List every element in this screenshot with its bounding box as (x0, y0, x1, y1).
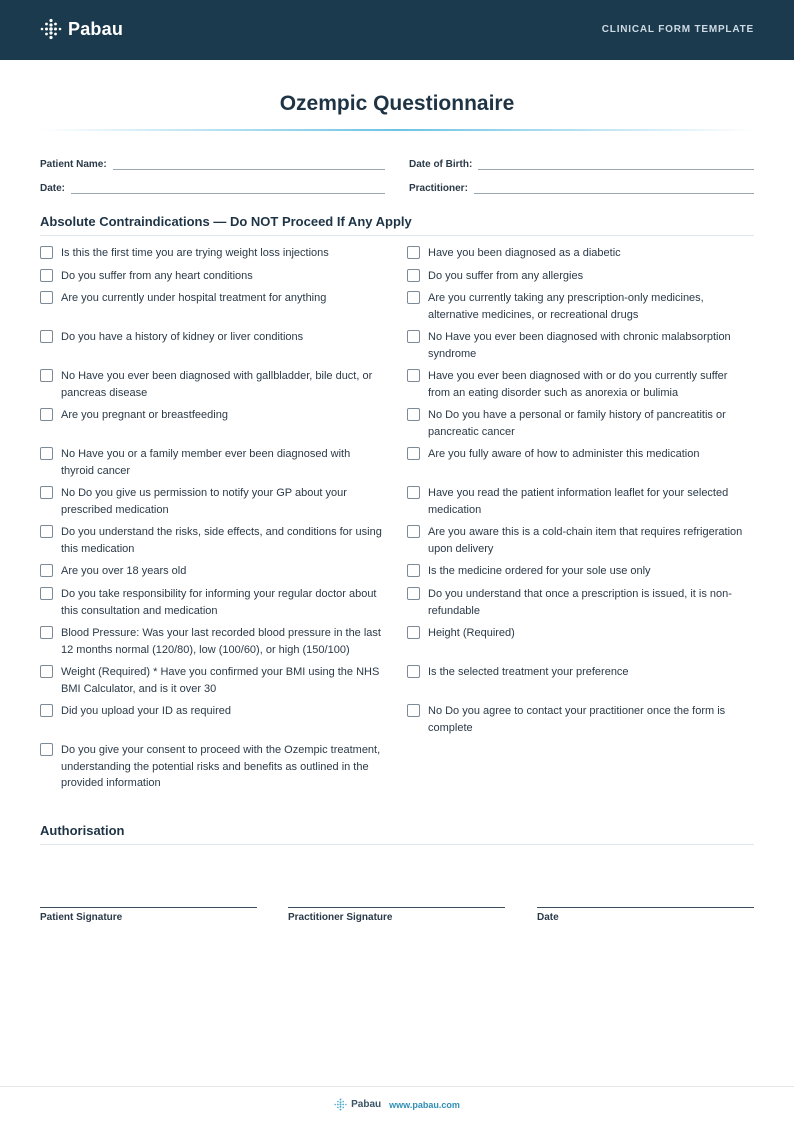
checklist-item[interactable] (40, 485, 385, 518)
checkbox[interactable] (40, 269, 53, 282)
patient-signature-line[interactable] (40, 907, 257, 908)
footer-url-link[interactable]: www.pabau.com (389, 1099, 460, 1110)
checklist-item[interactable] (40, 524, 385, 557)
patient-name-line[interactable] (113, 160, 385, 170)
checklist-item[interactable] (40, 290, 385, 307)
item-label: Are you currently under hospital treatment for anything (61, 292, 327, 304)
item-label: No Have you ever been diagnosed with chronic malabsorption syndrome (428, 331, 731, 360)
item-label: Do you suffer from any allergies (428, 270, 584, 282)
date-field[interactable] (40, 180, 385, 194)
item-label: Have you been diagnosed as a diabetic (428, 247, 621, 259)
checkbox[interactable] (40, 626, 53, 639)
item-label: Are you pregnant or breastfeeding (61, 409, 228, 421)
footer (0, 1098, 794, 1111)
checklist-item[interactable] (40, 446, 385, 479)
dob-field[interactable] (409, 156, 754, 170)
checklist-item[interactable] (40, 586, 385, 619)
checkbox[interactable] (40, 408, 53, 421)
checklist-item[interactable] (407, 664, 752, 681)
signature-date-label: Date (537, 912, 559, 923)
practitioner-label: Practitioner: (409, 183, 468, 194)
checkbox[interactable] (407, 369, 420, 382)
pabau-logo-icon (40, 18, 62, 40)
checkbox[interactable] (407, 564, 420, 577)
checklist-item[interactable] (407, 245, 752, 262)
item-label: Is the medicine ordered for your sole use only (428, 565, 651, 577)
checklist-item[interactable] (407, 586, 752, 619)
item-label: Have you ever been diagnosed with or do you currently suffer from an eating disorder such as anorexia or bulimia (428, 370, 728, 399)
checklist-item[interactable] (40, 742, 385, 792)
checkbox[interactable] (407, 408, 420, 421)
checklist-item[interactable] (40, 625, 385, 658)
footer-divider (0, 1086, 794, 1087)
checkbox[interactable] (40, 525, 53, 538)
checkbox[interactable] (40, 587, 53, 600)
checkbox[interactable] (407, 486, 420, 499)
contraindications-heading: Absolute Contraindications — Do NOT Proceed If Any Apply (40, 214, 754, 236)
checklist-item[interactable] (407, 524, 752, 557)
footer-brand: Pabau (351, 1099, 382, 1110)
signature-date-line[interactable] (537, 907, 754, 908)
checkbox[interactable] (407, 587, 420, 600)
item-label: Do you take responsibility for informing your regular doctor about this consultation and medication (61, 588, 377, 617)
title-divider (40, 129, 754, 131)
item-label: No Have you or a family member ever been diagnosed with thyroid cancer (61, 448, 351, 477)
item-label: Did you upload your ID as required (61, 705, 231, 717)
header-bar (0, 0, 794, 60)
item-label: Are you aware this is a cold-chain item that requires refrigeration upon delivery (428, 526, 743, 555)
item-label: Are you currently taking any prescription-only medicines, alternative medicines, or recreational drugs (428, 292, 704, 321)
checklist-item[interactable] (40, 268, 385, 285)
checklist-item[interactable] (407, 563, 752, 580)
checklist-item[interactable] (407, 407, 752, 440)
checklist-item[interactable] (40, 407, 385, 424)
checkbox[interactable] (40, 743, 53, 756)
checklist-item[interactable] (407, 329, 752, 362)
checkbox[interactable] (40, 447, 53, 460)
checkbox[interactable] (40, 246, 53, 259)
checklist-item[interactable] (40, 703, 385, 720)
checklist-item[interactable] (40, 563, 385, 580)
page-title: Ozempic Questionnaire (279, 92, 515, 115)
item-label: Do you give your consent to proceed with the Ozempic treatment, understanding the potential risks and benefits as outlined in the provided information (61, 744, 381, 789)
practitioner-signature-line[interactable] (288, 907, 505, 908)
checkbox[interactable] (407, 269, 420, 282)
item-label: Height (Required) (428, 627, 515, 639)
item-label: Blood Pressure: Was your last recorded blood pressure in the last 12 months normal (120/80), low (100/60), or high (150/100) (61, 627, 381, 656)
checkbox[interactable] (40, 704, 53, 717)
patient-name-field[interactable] (40, 156, 385, 170)
checklist-item[interactable] (40, 329, 385, 346)
checkbox[interactable] (407, 246, 420, 259)
item-label: Is the selected treatment your preference (428, 666, 629, 678)
item-label: No Have you ever been diagnosed with gallbladder, bile duct, or pancreas disease (61, 370, 373, 399)
checklist-item[interactable] (40, 664, 385, 697)
practitioner-line[interactable] (474, 184, 754, 194)
checklist-item[interactable] (407, 290, 752, 323)
item-label: Is this the first time you are trying weight loss injections (61, 247, 329, 259)
checkbox[interactable] (40, 330, 53, 343)
practitioner-field[interactable] (409, 180, 754, 194)
brand-name: Pabau (68, 18, 124, 39)
checkbox[interactable] (40, 291, 53, 304)
item-label: Have you read the patient information leaflet for your selected medication (428, 487, 729, 516)
item-label: No Do you give us permission to notify your GP about your prescribed medication (61, 487, 347, 516)
item-label: Do you understand the risks, side effects, and conditions for using this medication (61, 526, 382, 555)
checkbox[interactable] (407, 665, 420, 678)
checklist-item[interactable] (407, 703, 752, 736)
item-label: No Do you have a personal or family history of pancreatitis or pancreatic cancer (428, 409, 726, 438)
checklist-item[interactable] (407, 268, 752, 285)
checklist-item[interactable] (40, 368, 385, 401)
item-label: Are you fully aware of how to administer this medication (428, 448, 700, 460)
item-label: Do you understand that once a prescription is issued, it is non-refundable (428, 588, 732, 617)
item-label: No Do you agree to contact your practitioner once the form is complete (428, 705, 726, 734)
checkbox[interactable] (407, 291, 420, 304)
dob-line[interactable] (478, 160, 754, 170)
dob-label: Date of Birth: (409, 159, 473, 170)
item-label: Weight (Required) * Have you confirmed your BMI using the NHS BMI Calculator, and is it over 30 (61, 666, 380, 695)
date-line[interactable] (71, 184, 385, 194)
checklist-item[interactable] (407, 625, 752, 642)
checkbox[interactable] (40, 369, 53, 382)
checklist-item[interactable] (407, 485, 752, 518)
pabau-footer-logo-icon (334, 1098, 347, 1111)
patient-signature-label: Patient Signature (40, 912, 123, 923)
checkbox[interactable] (407, 525, 420, 538)
template-tag: CLINICAL FORM TEMPLATE (601, 24, 754, 35)
checkbox[interactable] (407, 704, 420, 717)
date-label: Date: (40, 183, 66, 194)
item-label: Do you have a history of kidney or liver conditions (61, 331, 304, 343)
item-label: Do you suffer from any heart conditions (61, 270, 253, 282)
checklist-item[interactable] (407, 368, 752, 401)
checkbox[interactable] (40, 564, 53, 577)
item-label: Are you over 18 years old (61, 565, 187, 577)
checkbox[interactable] (40, 665, 53, 678)
practitioner-signature-label: Practitioner Signature (288, 912, 393, 923)
checkbox[interactable] (407, 447, 420, 460)
checkbox[interactable] (40, 486, 53, 499)
checkbox[interactable] (407, 626, 420, 639)
checklist-item[interactable] (407, 446, 752, 463)
checkbox[interactable] (407, 330, 420, 343)
patient-name-label: Patient Name: (40, 159, 107, 170)
brand-logo (40, 18, 123, 40)
authorisation-heading: Authorisation (40, 823, 754, 845)
checklist-item[interactable] (40, 245, 385, 262)
